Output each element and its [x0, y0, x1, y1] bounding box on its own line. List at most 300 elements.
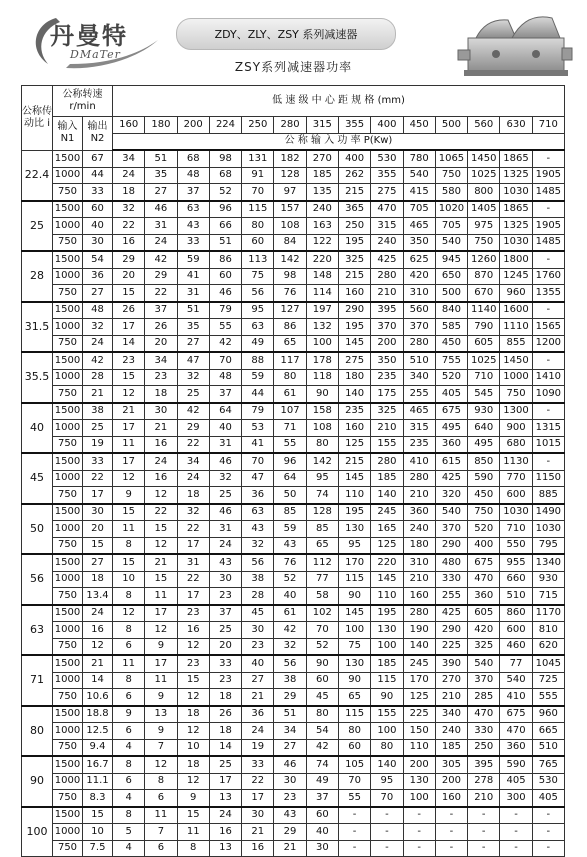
- power-cell: -: [371, 824, 403, 841]
- power-cell: 17: [145, 655, 177, 672]
- power-cell: 675: [468, 554, 500, 571]
- power-cell: 960: [532, 706, 564, 723]
- power-cell: 1015: [532, 436, 564, 453]
- power-cell: 220: [371, 554, 403, 571]
- table-row: [22, 739, 565, 756]
- power-cell: 26: [145, 319, 177, 336]
- power-cell: 48: [177, 167, 209, 184]
- power-cell: 4: [113, 790, 145, 807]
- output-speed-cell: 10: [83, 824, 113, 841]
- table-row: [22, 790, 565, 807]
- power-cell: 29: [274, 689, 306, 706]
- table-row: [22, 470, 565, 487]
- power-cell: 77: [500, 655, 532, 672]
- power-cell: 60: [338, 739, 370, 756]
- power-cell: 278: [468, 773, 500, 790]
- power-cell: 9: [145, 638, 177, 655]
- power-cell: 21: [145, 554, 177, 571]
- power-cell: 975: [468, 218, 500, 235]
- power-cell: 140: [338, 386, 370, 403]
- power-cell: 7: [145, 824, 177, 841]
- power-cell: 460: [500, 638, 532, 655]
- power-cell: 49: [242, 335, 274, 352]
- logo-script: DMaTer: [70, 48, 121, 61]
- power-cell: 40: [209, 420, 241, 437]
- power-cell: 20: [113, 268, 145, 285]
- power-cell: 178: [306, 352, 338, 369]
- input-speed-cell: 1000: [53, 420, 83, 437]
- power-cell: 1030: [500, 184, 532, 201]
- power-cell: 195: [338, 234, 370, 251]
- power-cell: 4: [113, 739, 145, 756]
- power-cell: 18: [113, 184, 145, 201]
- ratio-cell: 50: [22, 504, 53, 555]
- power-cell: -: [468, 840, 500, 857]
- power-cell: 210: [435, 689, 467, 706]
- power-cell: 158: [306, 403, 338, 420]
- power-cell: 145: [371, 571, 403, 588]
- table-row: [22, 335, 565, 352]
- table-row: [22, 521, 565, 538]
- power-cell: 1485: [532, 234, 564, 251]
- power-cell: 615: [435, 453, 467, 470]
- power-cell: 315: [371, 218, 403, 235]
- power-cell: 24: [242, 723, 274, 740]
- power-cell: 710: [500, 521, 532, 538]
- power-cell: 17: [145, 605, 177, 622]
- power-cell: 118: [306, 369, 338, 386]
- ratio-cell: 22.4: [22, 150, 53, 201]
- power-cell: 12: [177, 723, 209, 740]
- power-cell: 41: [242, 436, 274, 453]
- power-cell: 13: [209, 790, 241, 807]
- power-cell: 95: [242, 302, 274, 319]
- power-cell: 24: [145, 234, 177, 251]
- power-cell: 46: [209, 285, 241, 302]
- power-cell: 1110: [500, 319, 532, 336]
- power-cell: -: [338, 824, 370, 841]
- ratio-cell: 31.5: [22, 302, 53, 353]
- power-cell: 32: [274, 638, 306, 655]
- power-cell: 108: [306, 420, 338, 437]
- power-cell: 465: [403, 218, 435, 235]
- power-cell: 1450: [500, 352, 532, 369]
- input-speed-cell: 750: [53, 386, 83, 403]
- input-speed-cell: 750: [53, 234, 83, 251]
- power-cell: 80: [371, 739, 403, 756]
- input-speed-cell: 1000: [53, 268, 83, 285]
- input-speed-cell: 1500: [53, 150, 83, 167]
- table-row: [22, 504, 565, 521]
- power-cell: 250: [468, 739, 500, 756]
- power-cell: 34: [113, 150, 145, 167]
- power-cell: 365: [338, 201, 370, 218]
- power-cell: 70: [242, 453, 274, 470]
- power-cell: 114: [306, 285, 338, 302]
- power-cell: 42: [145, 251, 177, 268]
- power-cell: 160: [338, 420, 370, 437]
- power-cell: 330: [468, 723, 500, 740]
- input-speed-cell: 1500: [53, 251, 83, 268]
- power-cell: 74: [306, 487, 338, 504]
- power-cell: 9: [113, 487, 145, 504]
- power-cell: 24: [145, 453, 177, 470]
- power-cell: 225: [403, 706, 435, 723]
- power-cell: 142: [274, 251, 306, 268]
- power-cell: -: [435, 807, 467, 824]
- power-cell: 520: [435, 369, 467, 386]
- input-speed-cell: 1000: [53, 723, 83, 740]
- power-cell: -: [500, 807, 532, 824]
- power-cell: 25: [209, 487, 241, 504]
- power-cell: 28: [242, 588, 274, 605]
- power-cell: 35: [145, 167, 177, 184]
- power-cell: 405: [435, 386, 467, 403]
- input-speed-cell: 750: [53, 436, 83, 453]
- power-cell: 240: [403, 521, 435, 538]
- power-cell: 8: [177, 840, 209, 857]
- power-cell: 15: [177, 672, 209, 689]
- power-cell: 130: [338, 521, 370, 538]
- power-cell: 84: [274, 234, 306, 251]
- power-cell: 8: [113, 622, 145, 639]
- ratio-cell: 56: [22, 554, 53, 605]
- power-cell: 110: [403, 739, 435, 756]
- power-cell: 95: [371, 773, 403, 790]
- power-cell: 195: [371, 605, 403, 622]
- power-cell: 31: [209, 436, 241, 453]
- power-cell: 34: [274, 723, 306, 740]
- power-cell: 220: [306, 251, 338, 268]
- output-speed-cell: 33: [83, 453, 113, 470]
- power-cell: 22: [177, 436, 209, 453]
- power-cell: 29: [113, 251, 145, 268]
- power-cell: 390: [435, 655, 467, 672]
- power-cell: 59: [274, 521, 306, 538]
- power-cell: 900: [500, 420, 532, 437]
- power-cell: 41: [177, 268, 209, 285]
- input-speed-cell: 1500: [53, 756, 83, 773]
- ratio-cell: 71: [22, 655, 53, 706]
- power-cell: 52: [306, 638, 338, 655]
- power-cell: 31: [209, 521, 241, 538]
- power-cell: 18: [177, 487, 209, 504]
- power-cell: 12: [113, 605, 145, 622]
- power-cell: 30: [306, 840, 338, 857]
- table-row: [22, 201, 565, 218]
- power-cell: 49: [306, 773, 338, 790]
- power-cell: 11: [145, 807, 177, 824]
- power-cell: -: [532, 824, 564, 841]
- power-cell: 107: [274, 403, 306, 420]
- input-speed-cell: 750: [53, 739, 83, 756]
- power-cell: 945: [435, 251, 467, 268]
- power-cell: 155: [371, 706, 403, 723]
- input-speed-cell: 1500: [53, 605, 83, 622]
- power-cell: 60: [209, 268, 241, 285]
- power-cell: 195: [338, 504, 370, 521]
- power-cell: 1150: [532, 470, 564, 487]
- output-speed-cell: 7.5: [83, 840, 113, 857]
- power-cell: 495: [468, 436, 500, 453]
- power-cell: 163: [306, 218, 338, 235]
- power-cell: 70: [306, 622, 338, 639]
- power-cell: 780: [403, 150, 435, 167]
- power-cell: 540: [435, 234, 467, 251]
- power-cell: 22: [145, 285, 177, 302]
- power-cell: 185: [371, 655, 403, 672]
- table-row: [22, 167, 565, 184]
- power-cell: 79: [209, 302, 241, 319]
- power-cell: 131: [242, 150, 274, 167]
- size-header: 710: [532, 117, 564, 134]
- output-speed-cell: 12.5: [83, 723, 113, 740]
- power-cell: -: [532, 150, 564, 167]
- power-cell: 280: [371, 268, 403, 285]
- power-cell: 360: [403, 504, 435, 521]
- power-cell: 675: [435, 403, 467, 420]
- power-cell: 79: [242, 403, 274, 420]
- power-cell: 18: [209, 689, 241, 706]
- power-cell: 240: [435, 723, 467, 740]
- power-cell: 370: [371, 319, 403, 336]
- power-cell: 580: [435, 184, 467, 201]
- input-speed-cell: 1500: [53, 453, 83, 470]
- power-cell: 1260: [468, 251, 500, 268]
- power-cell: 1800: [500, 251, 532, 268]
- power-cell: 31: [177, 285, 209, 302]
- power-cell: 960: [500, 285, 532, 302]
- power-cell: 290: [435, 622, 467, 639]
- table-row: [22, 840, 565, 857]
- power-cell: 325: [338, 251, 370, 268]
- power-cell: 43: [177, 218, 209, 235]
- power-cell: 160: [403, 588, 435, 605]
- power-cell: 450: [468, 487, 500, 504]
- power-cell: 15: [177, 807, 209, 824]
- input-speed-cell: 750: [53, 689, 83, 706]
- power-cell: 91: [242, 167, 274, 184]
- power-cell: 860: [500, 605, 532, 622]
- output-speed-cell: 21: [83, 655, 113, 672]
- output-speed-cell: 32: [83, 319, 113, 336]
- power-cell: 29: [177, 420, 209, 437]
- power-cell: 61: [274, 386, 306, 403]
- power-cell: 70: [209, 352, 241, 369]
- table-row: [22, 319, 565, 336]
- size-header: 250: [242, 117, 274, 134]
- power-cell: 16: [145, 436, 177, 453]
- power-cell: 88: [242, 352, 274, 369]
- power-cell: 16: [209, 824, 241, 841]
- power-cell: 77: [306, 571, 338, 588]
- output-speed-cell: 28: [83, 369, 113, 386]
- input-speed-cell: 1500: [53, 403, 83, 420]
- power-cell: 40: [274, 588, 306, 605]
- power-cell: 395: [468, 756, 500, 773]
- power-cell: 170: [338, 554, 370, 571]
- power-cell: 23: [113, 352, 145, 369]
- power-cell: 300: [500, 790, 532, 807]
- power-cell: 470: [371, 201, 403, 218]
- output-speed-cell: 33: [83, 184, 113, 201]
- power-cell: 37: [177, 184, 209, 201]
- power-cell: 115: [242, 201, 274, 218]
- power-cell: 22: [242, 773, 274, 790]
- power-cell: 22: [177, 571, 209, 588]
- power-cell: 280: [403, 470, 435, 487]
- output-speed-cell: 9.4: [83, 739, 113, 756]
- power-cell: 605: [468, 605, 500, 622]
- power-cell: 280: [371, 453, 403, 470]
- power-cell: 42: [306, 739, 338, 756]
- output-speed-cell: 60: [83, 201, 113, 218]
- power-cell: 31: [145, 218, 177, 235]
- power-cell: 540: [403, 167, 435, 184]
- power-cell: 1565: [532, 319, 564, 336]
- power-cell: 480: [435, 554, 467, 571]
- table-row: [22, 453, 565, 470]
- power-cell: 31: [177, 554, 209, 571]
- power-cell: 20: [209, 638, 241, 655]
- page-header: [0, 0, 587, 82]
- power-cell: 1485: [532, 184, 564, 201]
- power-cell: 182: [274, 150, 306, 167]
- power-cell: 705: [435, 218, 467, 235]
- output-speed-cell: 54: [83, 251, 113, 268]
- input-speed-cell: 1000: [53, 319, 83, 336]
- power-cell: 23: [177, 605, 209, 622]
- power-cell: 1000: [500, 369, 532, 386]
- power-cell: 355: [371, 167, 403, 184]
- power-cell: 63: [242, 319, 274, 336]
- power-cell: 51: [145, 150, 177, 167]
- power-cell: 18: [145, 386, 177, 403]
- power-cell: 235: [338, 403, 370, 420]
- table-row: [22, 420, 565, 437]
- power-cell: 17: [177, 588, 209, 605]
- input-speed-cell: 750: [53, 537, 83, 554]
- table-row: [22, 689, 565, 706]
- power-cell: 12: [145, 622, 177, 639]
- power-cell: 130: [371, 622, 403, 639]
- power-cell: 210: [371, 285, 403, 302]
- power-cell: 29: [145, 268, 177, 285]
- page-subtitle: ZSY系列减速器功率: [234, 60, 353, 74]
- power-cell: 59: [242, 369, 274, 386]
- power-cell: 32: [242, 537, 274, 554]
- power-cell: 26: [113, 302, 145, 319]
- power-cell: 15: [113, 554, 145, 571]
- power-cell: 275: [371, 184, 403, 201]
- power-cell: 54: [306, 723, 338, 740]
- power-cell: 11: [113, 655, 145, 672]
- power-cell: -: [532, 302, 564, 319]
- power-cell: 44: [242, 386, 274, 403]
- power-cell: 1030: [500, 234, 532, 251]
- power-cell: 190: [403, 622, 435, 639]
- output-speed-cell: 42: [83, 352, 113, 369]
- power-cell: 95: [306, 470, 338, 487]
- power-cell: 530: [371, 150, 403, 167]
- power-cell: 51: [209, 234, 241, 251]
- power-cell: 1315: [532, 420, 564, 437]
- power-cell: 425: [371, 251, 403, 268]
- power-cell: 60: [306, 807, 338, 824]
- power-cell: 46: [145, 201, 177, 218]
- power-cell: -: [403, 840, 435, 857]
- output-speed-cell: 14: [83, 672, 113, 689]
- power-cell: 53: [242, 420, 274, 437]
- power-cell: 11: [177, 824, 209, 841]
- power-cell: 43: [242, 521, 274, 538]
- input-speed-cell: 750: [53, 487, 83, 504]
- power-cell: 45: [242, 605, 274, 622]
- power-cell: 8: [113, 672, 145, 689]
- power-cell: 14: [209, 739, 241, 756]
- power-cell: 21: [242, 824, 274, 841]
- power-cell: 6: [145, 790, 177, 807]
- power-cell: 705: [403, 201, 435, 218]
- power-cell: 510: [532, 739, 564, 756]
- power-cell: 1045: [532, 655, 564, 672]
- table-row: [22, 756, 565, 773]
- size-header: 560: [468, 117, 500, 134]
- power-cell: 410: [500, 689, 532, 706]
- power-cell: 22: [113, 218, 145, 235]
- power-cell: 1300: [500, 403, 532, 420]
- power-cell: 1020: [435, 201, 467, 218]
- power-cell: 23: [209, 588, 241, 605]
- gear-reducer-icon: [456, 4, 574, 80]
- power-cell: 210: [371, 420, 403, 437]
- output-speed-cell: 30: [83, 504, 113, 521]
- power-cell: 102: [306, 605, 338, 622]
- table-row: [22, 369, 565, 386]
- power-cell: 21: [242, 689, 274, 706]
- power-cell: 68: [209, 167, 241, 184]
- power-cell: 370: [403, 319, 435, 336]
- header-power: 公 称 输 入 功 率 P(Kw): [113, 133, 565, 150]
- power-cell: 210: [403, 571, 435, 588]
- power-cell: 63: [242, 504, 274, 521]
- power-cell: 16: [113, 234, 145, 251]
- power-cell: 9: [145, 689, 177, 706]
- power-cell: 12: [177, 689, 209, 706]
- power-cell: 140: [371, 756, 403, 773]
- power-cell: 1025: [468, 352, 500, 369]
- output-speed-cell: 15: [83, 537, 113, 554]
- table-row: [22, 672, 565, 689]
- output-speed-cell: 18: [83, 571, 113, 588]
- power-cell: 755: [435, 352, 467, 369]
- power-cell: 17: [113, 453, 145, 470]
- ratio-cell: 100: [22, 807, 53, 857]
- power-cell: 145: [338, 605, 370, 622]
- power-cell: 70: [371, 790, 403, 807]
- power-cell: 400: [338, 150, 370, 167]
- power-cell: 36: [242, 487, 274, 504]
- power-cell: 280: [403, 335, 435, 352]
- power-cell: 90: [371, 689, 403, 706]
- power-cell: 765: [532, 756, 564, 773]
- power-cell: 850: [468, 453, 500, 470]
- power-cell: 56: [242, 554, 274, 571]
- output-speed-cell: 25: [83, 420, 113, 437]
- power-cell: 24: [209, 807, 241, 824]
- power-cell: 65: [306, 537, 338, 554]
- power-cell: 4: [113, 840, 145, 857]
